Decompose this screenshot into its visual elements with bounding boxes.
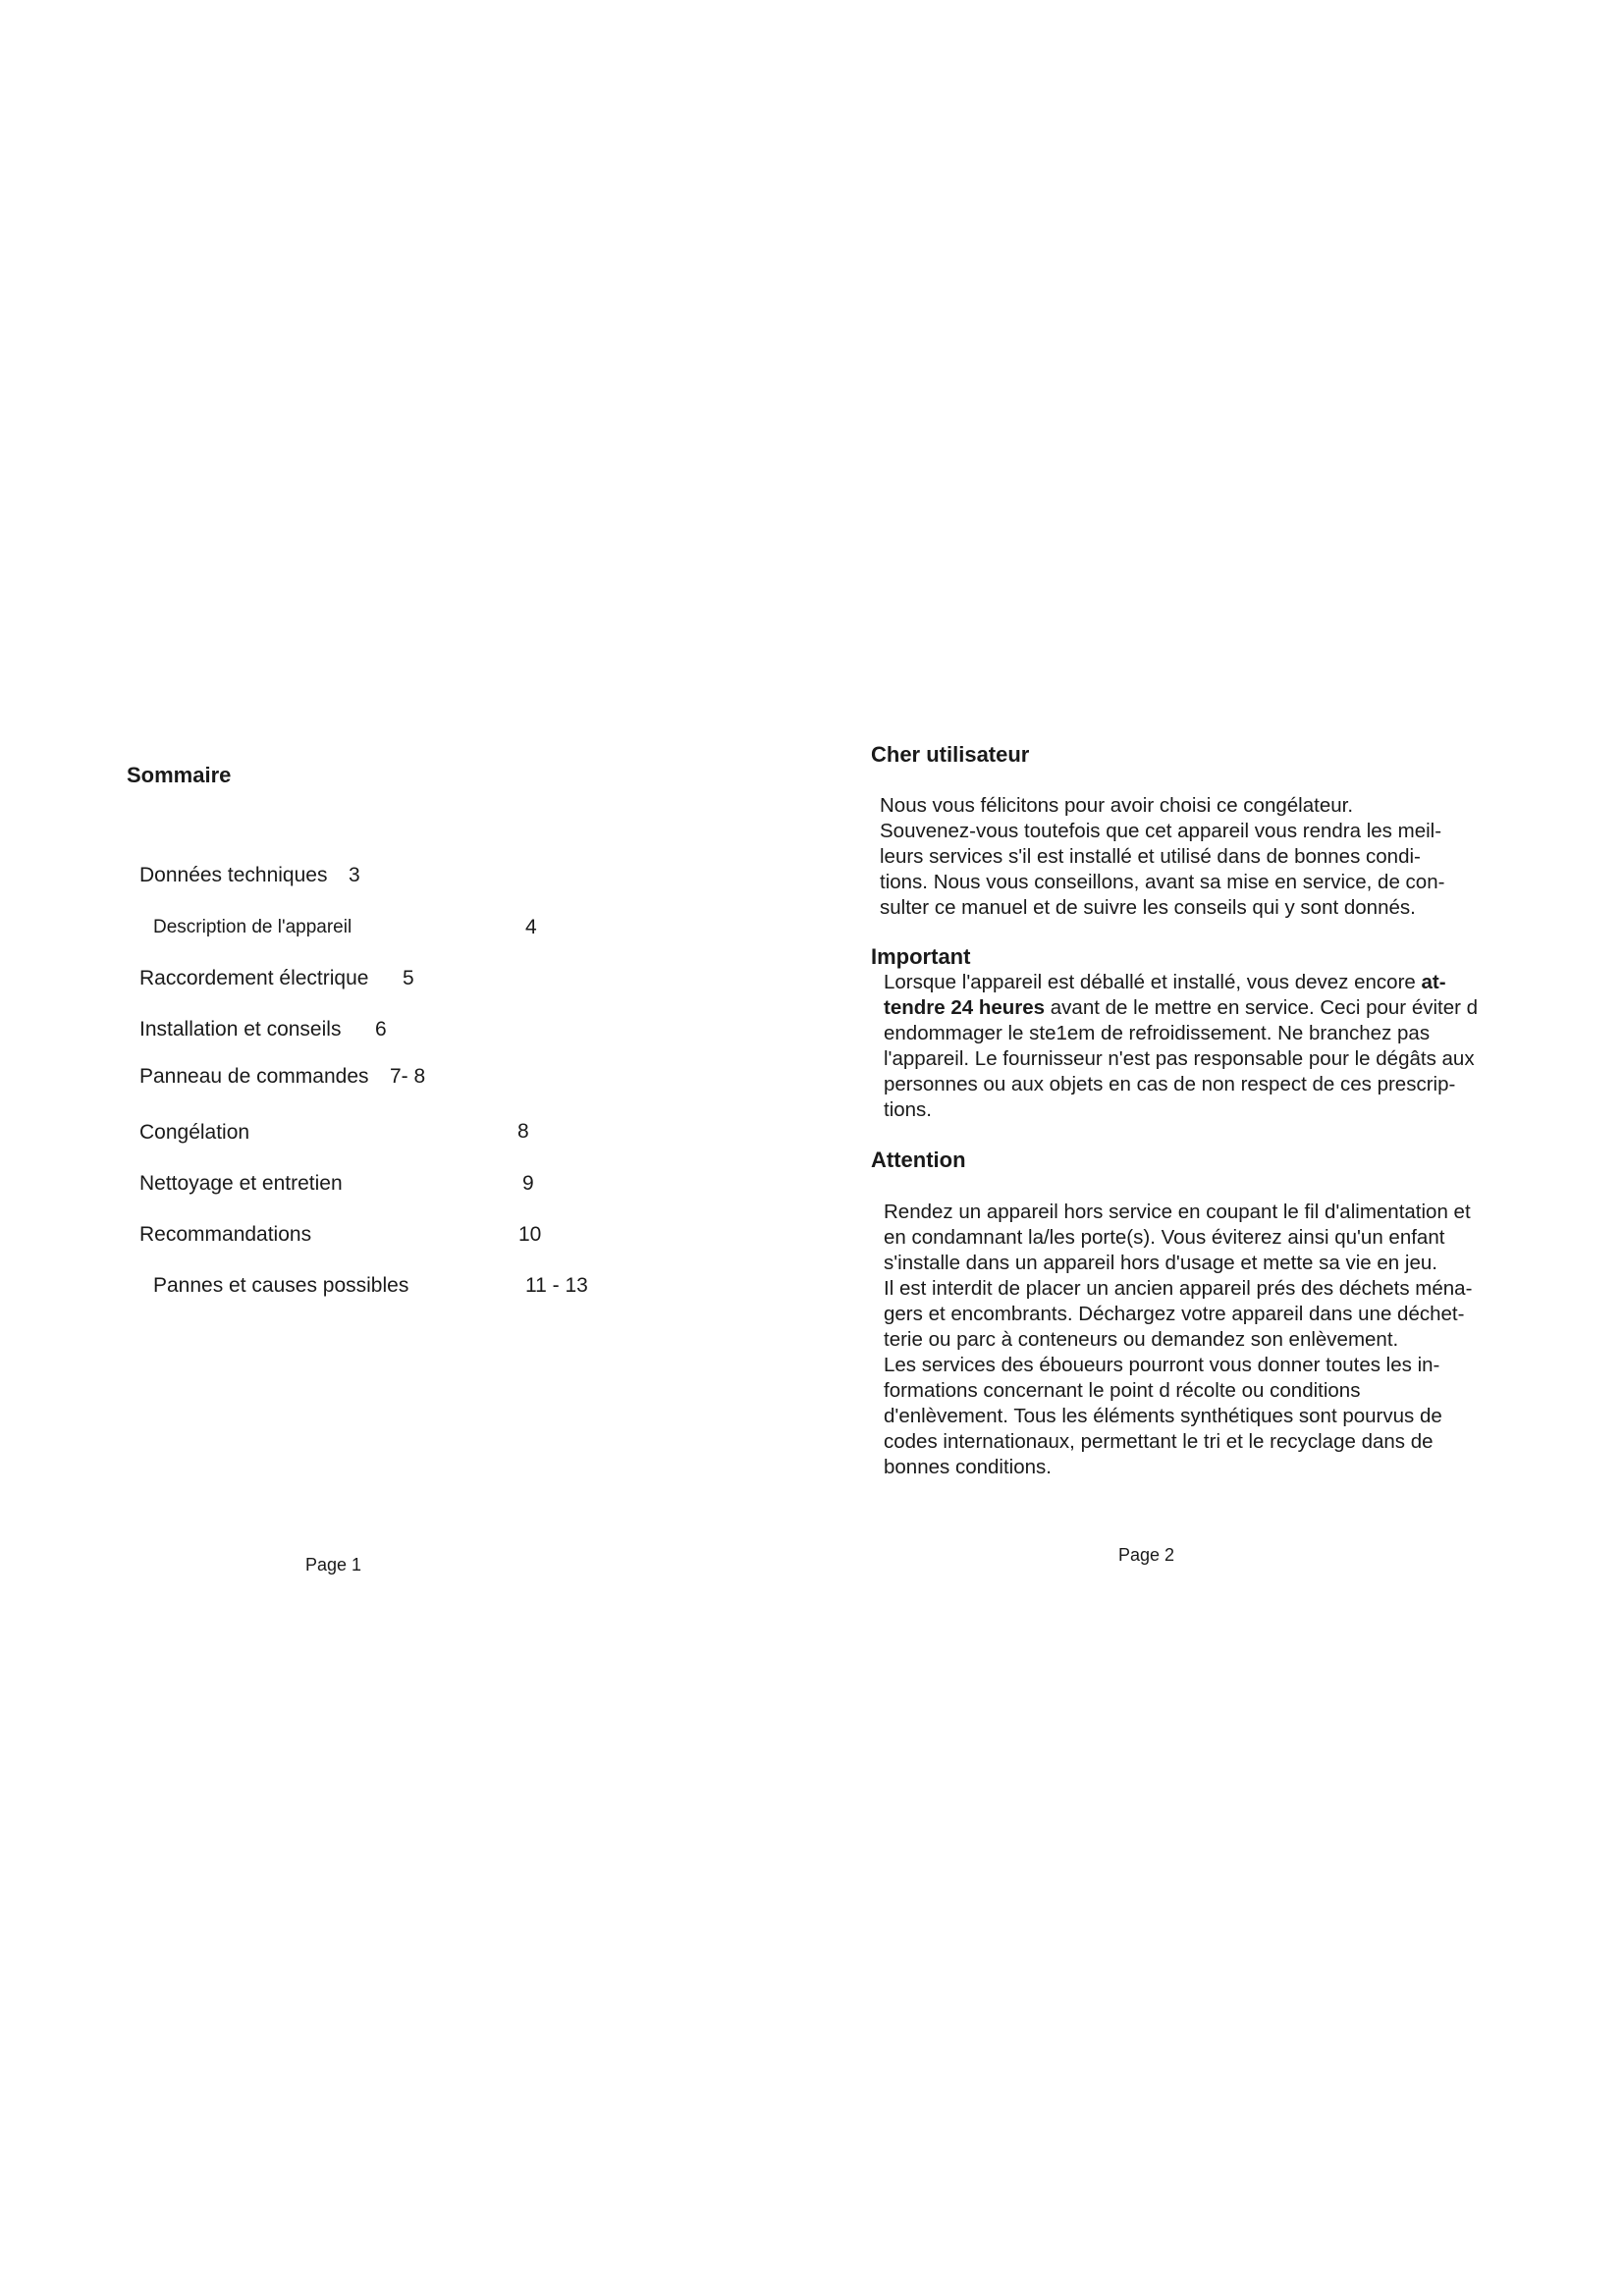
greeting-heading: Cher utilisateur [871, 742, 1030, 767]
important-line [884, 995, 1478, 1021]
toc-title: Sommaire [127, 763, 232, 787]
toc-item-label: Installation et conseils [139, 1018, 342, 1041]
greeting-line: tions. Nous vous conseillons, avant sa mise en service, de con- [880, 871, 1445, 893]
greeting-line: sulter ce manuel et de suivre les conseils qui y sont donnés. [880, 896, 1416, 919]
toc-item-page: 3 [349, 864, 360, 886]
toc-item-label: Pannes et causes possibles [153, 1274, 409, 1297]
attention-line: Il est interdit de placer un ancien appareil prés des déchets ména- [884, 1277, 1473, 1300]
toc-item-label: Données techniques [139, 864, 328, 886]
attention-line: Les services des éboueurs pourront vous donner toutes les in- [884, 1354, 1440, 1376]
important-emphasis: tendre 24 heures [884, 996, 1046, 1019]
greeting-line: leurs services s'il est installé et utilisé dans de bonnes condi- [880, 845, 1421, 868]
toc-item-label: Recommandations [139, 1223, 312, 1246]
attention-line: formations concernant le point d récolte ou conditions [884, 1379, 1361, 1402]
attention-line: en condamnant la/les porte(s). Vous éviterez ainsi qu'un enfant [884, 1226, 1445, 1249]
important-line: l'appareil. Le fournisseur n'est pas responsable pour le dégâts aux [884, 1047, 1475, 1070]
important-emphasis: at- [1421, 971, 1446, 993]
toc-item-label: Panneau de commandes [139, 1065, 369, 1088]
attention-line: codes internationaux, permettant le tri et le recyclage dans de [884, 1430, 1434, 1453]
toc-item-page: 7- 8 [390, 1065, 426, 1088]
toc-item-label: Description de l'appareil [153, 917, 352, 937]
attention-line: Rendez un appareil hors service en coupant le fil d'alimentation et [884, 1201, 1471, 1223]
important-line: endommager le ste1em de refroidissement. Ne branchez pas [884, 1022, 1431, 1044]
important-line-text: Lorsque l'appareil est déballé et installé, vous devez encore [884, 971, 1422, 993]
attention-line: bonnes conditions. [884, 1456, 1052, 1478]
important-line: tions. [884, 1098, 932, 1121]
attention-line: s'installe dans un appareil hors d'usage et mette sa vie en jeu. [884, 1252, 1437, 1274]
attention-line: d'enlèvement. Tous les éléments synthétiques sont pourvus de [884, 1405, 1442, 1427]
greeting-line: Nous vous félicitons pour avoir choisi ce congélateur. [880, 794, 1354, 817]
important-heading: Important [871, 944, 971, 969]
attention-line: gers et encombrants. Déchargez votre appareil dans une déchet- [884, 1303, 1465, 1325]
page-number: Page 2 [1118, 1545, 1175, 1565]
toc-item-label: Congélation [139, 1121, 250, 1144]
toc-item-label: Nettoyage et entretien [139, 1172, 343, 1195]
attention-line: terie ou parc à conteneurs ou demandez son enlèvement. [884, 1328, 1399, 1351]
important-line-text: avant de le mettre en service. Ceci pour éviter d [1045, 996, 1479, 1019]
greeting-line: Souvenez-vous toutefois que cet appareil vous rendra les meil- [880, 820, 1442, 842]
toc-item-page: 9 [522, 1172, 534, 1195]
toc-item-page: 4 [525, 916, 537, 938]
toc-item-label: Raccordement électrique [139, 967, 369, 989]
page-number: Page 1 [305, 1555, 362, 1575]
attention-heading: Attention [871, 1148, 966, 1172]
toc-item-page: 6 [375, 1018, 387, 1041]
important-line [884, 970, 1446, 995]
important-line: personnes ou aux objets en cas de non respect de ces prescrip- [884, 1073, 1456, 1095]
toc-item-page: 10 [518, 1223, 542, 1246]
toc-item-page: 5 [403, 967, 414, 989]
toc-item-page: 8 [517, 1120, 529, 1143]
toc-item-page: 11 - 13 [525, 1274, 588, 1297]
